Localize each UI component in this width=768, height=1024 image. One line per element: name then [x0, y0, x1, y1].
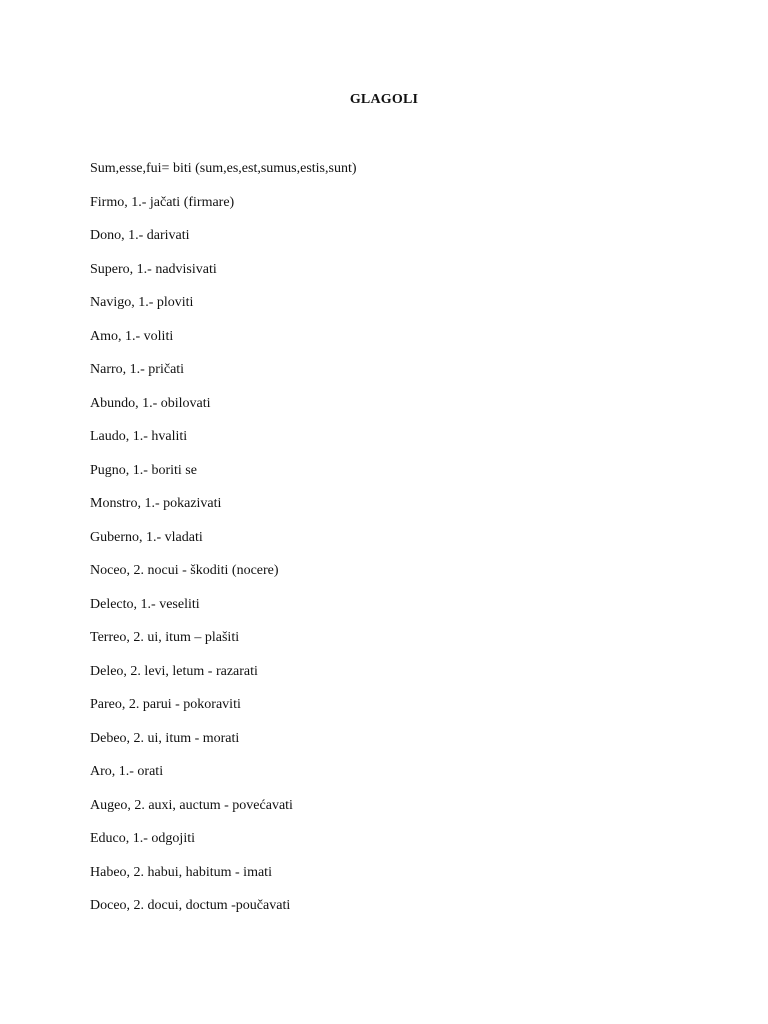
verb-entry: Delecto, 1.- veseliti: [90, 596, 200, 612]
verb-entry: Noceo, 2. nocui - škoditi (nocere): [90, 563, 279, 578]
verb-entry: Debeo, 2. ui, itum - morati: [90, 730, 240, 746]
verb-list: [90, 158, 730, 929]
verb-entry: Firmo, 1.- jačati (firmare): [90, 194, 235, 210]
verb-entry: Terreo, 2. ui, itum – plašiti: [90, 630, 240, 645]
verb-entry: Pareo, 2. parui - pokoraviti: [90, 697, 241, 712]
verb-entry: Amo, 1.- voliti: [90, 328, 174, 344]
verb-entry: Educo, 1.- odgojiti: [90, 831, 195, 846]
verb-entry: Narro, 1.- pričati: [90, 362, 185, 377]
verb-entry: Laudo, 1.- hvaliti: [90, 429, 188, 444]
page-title: GLAGOLI: [349, 92, 419, 107]
verb-entry: Abundo, 1.- obilovati: [90, 395, 211, 411]
verb-entry: Dono, 1.- darivati: [90, 228, 190, 243]
verb-entry: Monstro, 1.- pokazivati: [90, 496, 222, 511]
verb-entry: Augeo, 2. auxi, auctum - povećavati: [90, 797, 293, 813]
verb-entry: Doceo, 2. docui, doctum -poučavati: [90, 898, 291, 913]
verb-entry: Habeo, 2. habui, habitum - imati: [90, 864, 272, 880]
verb-entry: Guberno, 1.- vladati: [90, 529, 203, 545]
verb-entry: Navigo, 1.- ploviti: [90, 295, 194, 310]
verb-entry: Sum,esse,fui= biti (sum,es,est,sumus,estis,sunt): [90, 161, 357, 176]
verb-entry: Aro, 1.- orati: [90, 764, 164, 779]
verb-entry: Supero, 1.- nadvisivati: [90, 261, 217, 277]
verb-entry: Deleo, 2. levi, letum - razarati: [90, 663, 258, 679]
verb-entry: Pugno, 1.- boriti se: [90, 462, 197, 478]
